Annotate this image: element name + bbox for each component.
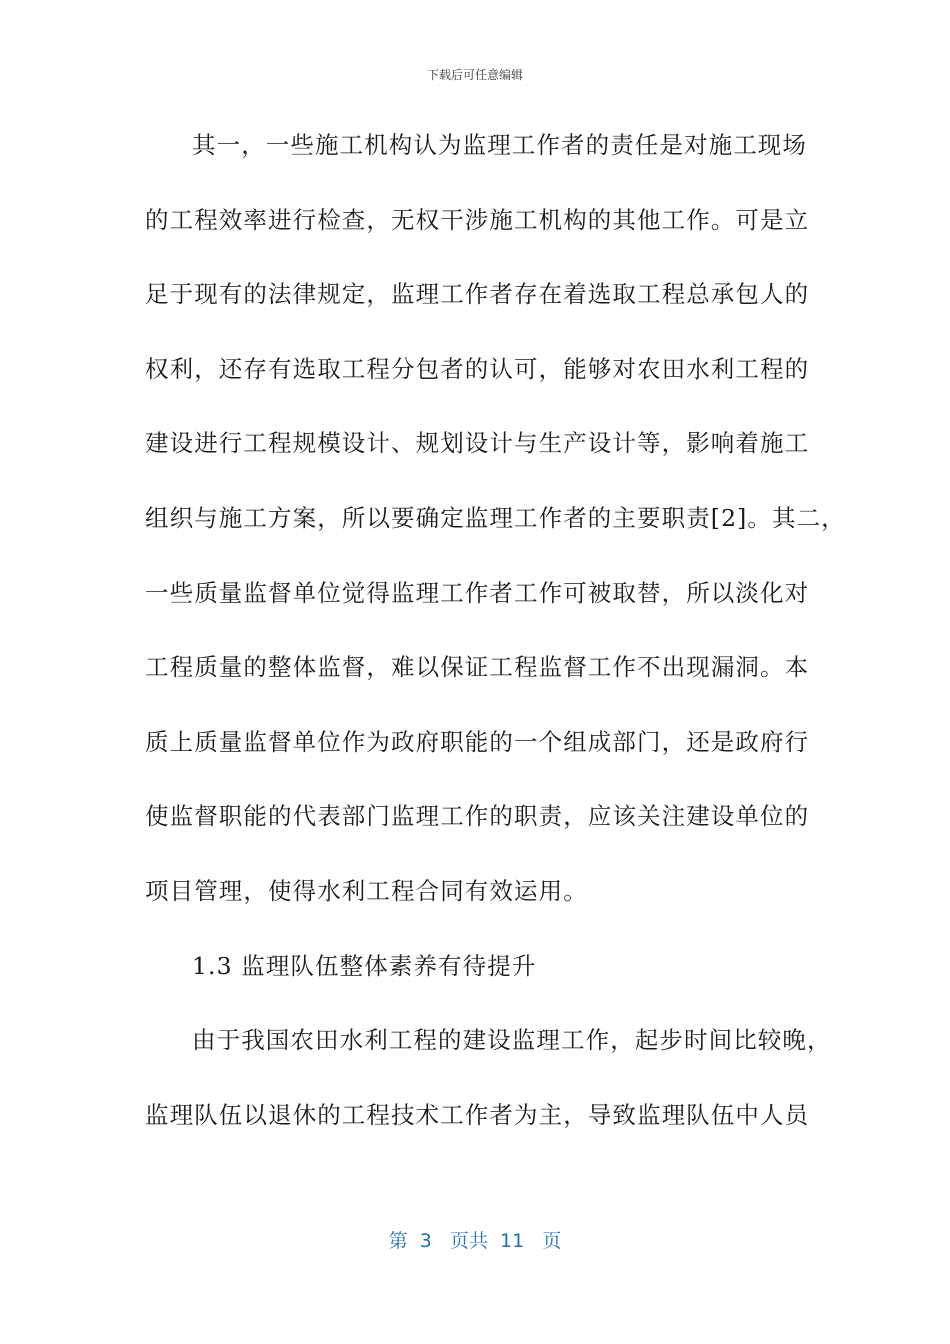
page-number-footer: 第 3 页共 11 页 <box>388 1230 562 1252</box>
section-heading: 1.3 监理队伍整体素养有待提升 <box>192 951 537 980</box>
paragraph-line: 工程质量的整体监督，难以保证工程监督工作不出现漏洞。本 <box>145 653 810 682</box>
paragraph-line: 足于现有的法律规定，监理工作者存在着选取工程总承包人的 <box>145 280 810 309</box>
paragraph-line: 由于我国农田水利工程的建设监理工作，起步时间比较晚， <box>192 1026 832 1055</box>
paragraph-line: 质上质量监督单位作为政府职能的一个组成部门，还是政府行 <box>145 727 810 756</box>
paragraph-line: 监理队伍以退休的工程技术工作者为主，导致监理队伍中人员 <box>145 1100 810 1129</box>
page-header: 下载后可任意编辑 <box>426 68 523 82</box>
paragraph-line: 建设进行工程规模设计、规划设计与生产设计等，影响着施工 <box>145 429 810 458</box>
paragraph-line: 的工程效率进行检查，无权干涉施工机构的其他工作。可是立 <box>145 205 810 234</box>
paragraph-line: 组织与施工方案，所以要确定监理工作者的主要职责[2]。其二， <box>145 503 846 532</box>
paragraph-line: 其一，一些施工机构认为监理工作者的责任是对施工现场 <box>192 131 807 159</box>
paragraph-line: 使监督职能的代表部门监理工作的职责，应该关注建设单位的 <box>145 802 810 831</box>
paragraph-line: 一些质量监督单位觉得监理工作者工作可被取替，所以淡化对 <box>145 578 810 607</box>
paragraph-line: 项目管理，使得水利工程合同有效运用。 <box>145 876 588 905</box>
paragraph-line: 权利，还存有选取工程分包者的认可，能够对农田水利工程的 <box>145 354 810 383</box>
document-body <box>145 124 846 1168</box>
